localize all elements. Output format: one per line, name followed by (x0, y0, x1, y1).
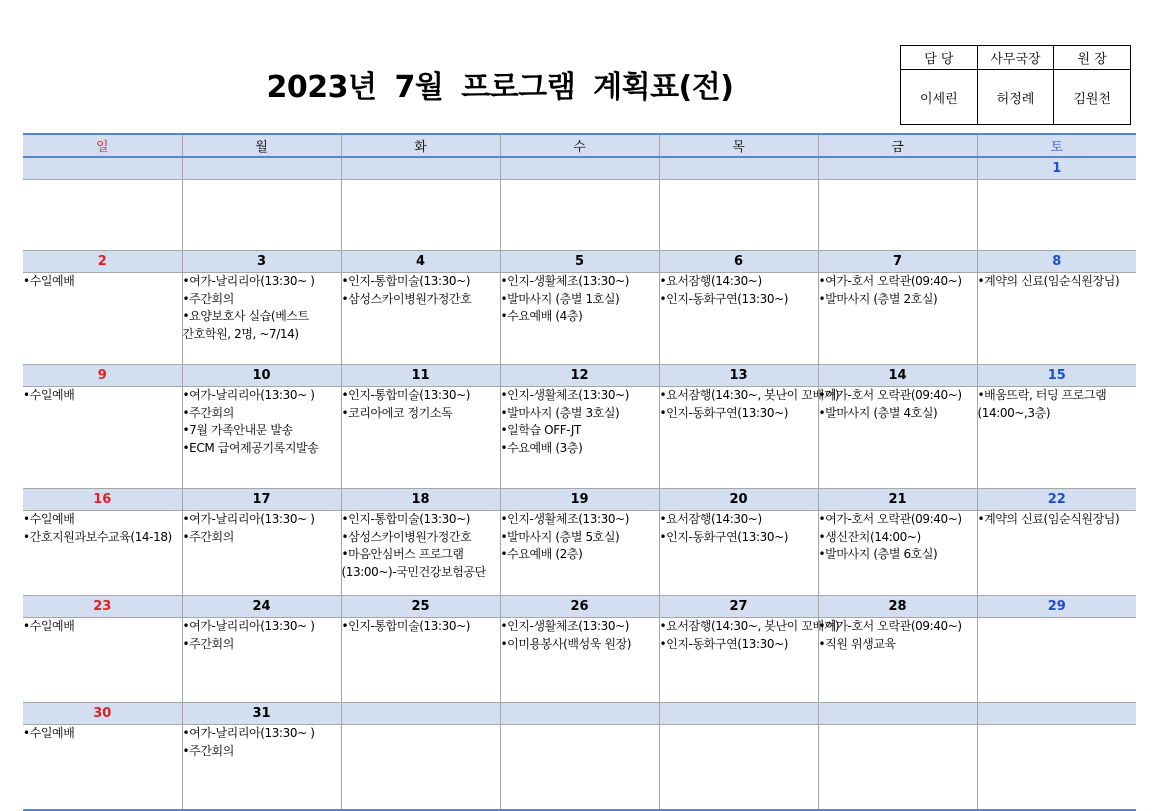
day-events-cell (659, 387, 840, 489)
date-row (23, 596, 1136, 618)
event-item: •수일예배 (23, 388, 75, 402)
event-item: •여가-날리리아(13:30~ ) (182, 512, 315, 526)
approval-table (900, 45, 1131, 125)
event-item: •생신잔치(14:00~) (818, 529, 921, 544)
event-item: •수요예배 (2층) (500, 547, 583, 561)
event-item: •주간회의 (182, 636, 234, 651)
day-events-cell (182, 511, 341, 596)
event-item: •인지-통합미술(13:30~) (341, 274, 471, 288)
day-events-cell (659, 180, 818, 251)
day-events-cell (23, 618, 182, 703)
date-cell: 4 (341, 251, 500, 273)
event-item: •수일예배 (23, 726, 75, 740)
approval-name-director: 김원천 (1054, 70, 1131, 125)
date-cell: 5 (500, 251, 659, 273)
date-cell: 11 (341, 365, 500, 387)
day-events-cell (23, 511, 182, 596)
event-item: •인지-동화구연(13:30~) (659, 529, 789, 544)
event-item: •일학습 OFF-JT (500, 423, 581, 437)
weekday-thu: 목 (659, 134, 818, 157)
date-cell: 9 (23, 365, 182, 387)
date-cell: 14 (818, 365, 977, 387)
event-item: •인지-통합미술(13:30~) (341, 619, 471, 633)
event-item: •발마사지 (층별 2호실) (818, 291, 938, 306)
day-events-cell (341, 180, 500, 251)
event-item: •인지-생활체조(13:30~) (500, 274, 630, 288)
day-events-cell (23, 273, 182, 365)
date-cell: 30 (23, 703, 182, 725)
day-events-cell (23, 387, 182, 489)
date-cell: 3 (182, 251, 341, 273)
weekday-mon: 월 (182, 134, 341, 157)
events-row (23, 725, 1136, 811)
event-item: •수일예배 (23, 512, 75, 526)
event-item: (13:00~)-국민건강보험공단 (341, 564, 486, 579)
event-item: 간호학원, 2명, ~7/14) (182, 326, 299, 341)
approval-name-manager: 허정례 (977, 70, 1054, 125)
event-item: •이미용봉사(백성욱 원장) (500, 636, 632, 651)
event-item: •계약의 신료(임순식원장님) (977, 274, 1120, 288)
day-events-cell (182, 180, 341, 251)
date-cell: 6 (659, 251, 818, 273)
date-cell (659, 157, 818, 180)
event-item: •여가-날리리아(13:30~ ) (182, 274, 315, 288)
page-title: 2023년 7월 프로그램 계획표(전) (266, 70, 734, 105)
date-row (23, 157, 1136, 180)
date-cell: 18 (341, 489, 500, 511)
date-cell: 22 (977, 489, 1136, 511)
event-item: •여가-호서 오락관(09:40~) (818, 512, 962, 526)
day-events-cell (182, 618, 341, 703)
date-cell: 7 (818, 251, 977, 273)
day-events-cell (500, 180, 659, 251)
event-item: •코리아에코 정기소독 (341, 405, 453, 420)
events-row (23, 180, 1136, 251)
day-events-cell (500, 273, 659, 365)
day-events-cell (341, 273, 500, 365)
event-item: •인지-통합미술(13:30~) (341, 388, 471, 402)
date-cell (977, 703, 1136, 725)
day-events-cell (659, 618, 840, 703)
date-cell: 23 (23, 596, 182, 618)
day-events-cell (977, 618, 1136, 703)
day-events-cell (659, 511, 818, 596)
event-item: •여가-날리리아(13:30~ ) (182, 388, 315, 402)
date-cell (182, 157, 341, 180)
event-item: •7월 가족안내문 발송 (182, 423, 293, 437)
date-cell: 17 (182, 489, 341, 511)
event-item: •마음안심버스 프로그램 (341, 547, 464, 561)
date-row (23, 251, 1136, 273)
date-cell: 2 (23, 251, 182, 273)
day-events-cell (500, 725, 659, 811)
day-events-cell (977, 725, 1136, 811)
day-events-cell (659, 725, 818, 811)
date-cell: 29 (977, 596, 1136, 618)
weekday-sun: 일 (23, 134, 182, 157)
event-item: •여가-호서 오락관(09:40~) (818, 274, 962, 288)
date-cell: 12 (500, 365, 659, 387)
event-item: •발마사지 (층별 6호실) (818, 547, 938, 561)
day-events-cell (977, 180, 1136, 251)
date-cell: 20 (659, 489, 818, 511)
event-item: •요양보호사 실습(베스트 (182, 309, 309, 323)
day-events-cell (23, 725, 182, 811)
date-cell: 15 (977, 365, 1136, 387)
day-events-cell (818, 618, 977, 703)
event-item: •배움뜨락, 터딩 프로그램 (977, 388, 1107, 402)
day-events-cell (977, 387, 1136, 489)
event-item: •수일예배 (23, 274, 75, 288)
approval-header-manager: 사무국장 (977, 46, 1054, 70)
day-events-cell (500, 387, 659, 489)
event-item: •수일예배 (23, 619, 75, 633)
date-cell: 21 (818, 489, 977, 511)
date-cell: 19 (500, 489, 659, 511)
day-events-cell (977, 273, 1136, 365)
event-item: •여가-날리리아(13:30~ ) (182, 726, 315, 740)
event-item: •수요예배 (4층) (500, 309, 583, 323)
event-item: •발마사지 (층별 4호실) (818, 405, 938, 420)
date-cell: 31 (182, 703, 341, 725)
events-row (23, 618, 1136, 703)
day-events-cell (659, 273, 818, 365)
date-cell (659, 703, 818, 725)
event-item: •발마사지 (층별 3호실) (500, 405, 620, 420)
approval-header-staff: 담 당 (901, 46, 978, 70)
day-events-cell (818, 387, 977, 489)
day-events-cell (818, 725, 977, 811)
date-cell: 1 (977, 157, 1136, 180)
event-item: •요서잠행(14:30~) (659, 512, 762, 526)
event-item: •간호지원과보수교육(14-18) (23, 529, 172, 544)
date-cell (818, 703, 977, 725)
date-cell (341, 703, 500, 725)
events-row (23, 387, 1136, 489)
event-item: •여가-호서 오락관(09:40~) (818, 619, 962, 633)
weekday-sat: 토 (977, 134, 1136, 157)
weekday-fri: 금 (818, 134, 977, 157)
date-cell: 24 (182, 596, 341, 618)
date-cell (818, 157, 977, 180)
event-item: •주간회의 (182, 743, 234, 758)
day-events-cell (977, 511, 1136, 596)
event-item: •발마사지 (층별 1호실) (500, 291, 620, 306)
day-events-cell (341, 511, 500, 596)
date-cell (341, 157, 500, 180)
events-row (23, 273, 1136, 365)
weekday-header-row (23, 134, 1136, 157)
day-events-cell (818, 511, 977, 596)
day-events-cell (341, 725, 500, 811)
event-item: •주간회의 (182, 405, 234, 420)
events-row (23, 511, 1136, 596)
event-item: •수요예배 (3층) (500, 440, 583, 455)
date-cell: 27 (659, 596, 818, 618)
weekday-wed: 수 (500, 134, 659, 157)
event-item: •주간회의 (182, 529, 234, 544)
date-row (23, 703, 1136, 725)
day-events-cell (500, 511, 659, 596)
event-item: •삼성스카이병원가정간호 (341, 529, 472, 544)
date-row (23, 489, 1136, 511)
day-events-cell (341, 387, 500, 489)
event-item: •계약의 신료(임순식원장님) (977, 512, 1120, 526)
date-cell: 8 (977, 251, 1136, 273)
event-item: •요서잠행(14:30~) (659, 274, 762, 288)
day-events-cell (182, 725, 341, 811)
event-item: •여가-날리리아(13:30~ ) (182, 619, 315, 633)
event-item: •인지-통합미술(13:30~) (341, 512, 471, 526)
date-cell (23, 157, 182, 180)
approval-header-director: 원 장 (1054, 46, 1131, 70)
day-events-cell (500, 618, 659, 703)
event-item: •요서잠행(14:30~, 봇난이 꼬배기) (659, 388, 840, 402)
event-item: •인지-동화구연(13:30~) (659, 405, 789, 420)
calendar-table (23, 133, 1136, 811)
day-events-cell (818, 273, 977, 365)
date-cell (500, 703, 659, 725)
event-item: •인지-생활체조(13:30~) (500, 388, 630, 402)
day-events-cell (182, 387, 341, 489)
date-cell: 13 (659, 365, 818, 387)
date-row (23, 365, 1136, 387)
day-events-cell (818, 180, 977, 251)
event-item: •삼성스카이병원가정간호 (341, 291, 472, 306)
event-item: •주간회의 (182, 291, 234, 306)
day-events-cell (182, 273, 341, 365)
event-item: •ECM 급여제공기록지발송 (182, 440, 319, 455)
date-cell: 26 (500, 596, 659, 618)
date-cell: 10 (182, 365, 341, 387)
event-item: •여가-호서 오락관(09:40~) (818, 388, 962, 402)
day-events-cell (23, 180, 182, 251)
event-item: •직원 위생교육 (818, 636, 896, 651)
weekday-tue: 화 (341, 134, 500, 157)
event-item: •인지-동화구연(13:30~) (659, 636, 789, 651)
approval-name-staff: 이세린 (901, 70, 978, 125)
date-cell (500, 157, 659, 180)
event-item: •인지-생활체조(13:30~) (500, 512, 630, 526)
date-cell: 16 (23, 489, 182, 511)
day-events-cell (341, 618, 500, 703)
event-item: •발마사지 (층별 5호실) (500, 529, 620, 544)
event-item: •인지-생활체조(13:30~) (500, 619, 630, 633)
event-item: (14:00~,3층) (977, 405, 1051, 420)
event-item: •인지-동화구연(13:30~) (659, 291, 789, 306)
date-cell: 28 (818, 596, 977, 618)
date-cell: 25 (341, 596, 500, 618)
event-item: •요서잠행(14:30~, 봇난이 꼬배기) (659, 619, 840, 633)
